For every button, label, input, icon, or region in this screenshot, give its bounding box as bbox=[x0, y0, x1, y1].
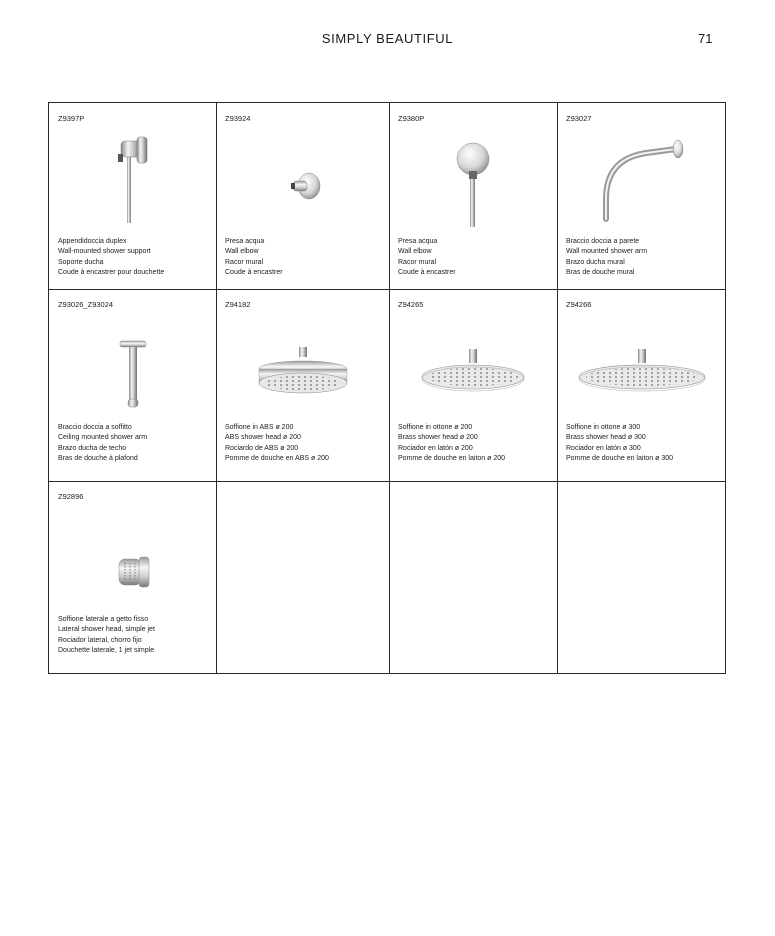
shower-head-brass-200-icon bbox=[389, 315, 557, 413]
page-title: SIMPLY BEAUTIFUL bbox=[321, 31, 454, 46]
product-card bbox=[557, 103, 726, 289]
product-card bbox=[557, 289, 726, 481]
page-number: 71 bbox=[698, 31, 713, 46]
product-code: Z93924 bbox=[225, 114, 251, 123]
product-code: Z94265 bbox=[398, 300, 424, 309]
product-card bbox=[216, 289, 389, 481]
product-card bbox=[389, 103, 557, 289]
product-code: Z93027 bbox=[566, 114, 592, 123]
empty-cell bbox=[389, 481, 557, 673]
product-card bbox=[49, 481, 216, 673]
product-code: Z92896 bbox=[58, 492, 84, 501]
shower-arm-icon bbox=[557, 129, 726, 227]
wall-elbow-icon bbox=[216, 129, 389, 227]
product-code: Z94266 bbox=[566, 300, 592, 309]
product-description: Presa acqua Wall elbow Racor mural Coude à encastrer bbox=[225, 238, 283, 276]
shower-head-brass-300-icon bbox=[557, 315, 726, 413]
product-card bbox=[389, 289, 557, 481]
lateral-shower-head-icon bbox=[49, 507, 216, 605]
shower-head-abs-icon bbox=[216, 315, 389, 413]
product-description: Braccio doccia a parete Wall mounted shower arm Brazo ducha mural Bras de douche mural bbox=[566, 238, 648, 276]
product-code: Z94182 bbox=[225, 300, 251, 309]
product-description: Appendidoccia duplex Wall-mounted shower support Soporte ducha Coude à encastrer pour douchette bbox=[58, 238, 165, 276]
product-card bbox=[49, 289, 216, 481]
product-code: Z93026_Z93024 bbox=[58, 300, 114, 309]
product-description: Soffione laterale a getto fisso Lateral shower head, simple jet Rociador lateral, chorro fijo Douchette laterale, 1 jet simple bbox=[58, 616, 155, 654]
wall-elbow-hose-icon bbox=[389, 129, 557, 227]
product-card bbox=[49, 103, 216, 289]
product-code: Z9380P bbox=[398, 114, 425, 123]
product-description: Soffione in ottone ø 200 Brass shower head ø 200 Rociador en latón ø 200 Pomme de douche en laiton ø 200 bbox=[398, 424, 506, 462]
empty-cell bbox=[216, 481, 389, 673]
empty-cell bbox=[557, 481, 726, 673]
product-description: Soffione in ottone ø 300 Brass shower head ø 300 Rociador en latón ø 300 Pomme de douche en laiton ø 300 bbox=[566, 424, 674, 462]
ceiling-arm-icon bbox=[49, 315, 216, 413]
product-card bbox=[216, 103, 389, 289]
product-grid bbox=[48, 102, 726, 674]
shower-support-icon bbox=[49, 129, 216, 227]
product-description: Soffione in ABS ø 200 ABS shower head ø 200 Rociardo de ABS ø 200 Pomme de douche en ABS ø 200 bbox=[225, 424, 329, 462]
product-description: Braccio doccia a soffitto Ceiling mounted shower arm Brazo ducha de techo Bras de douche à plafond bbox=[58, 424, 148, 462]
product-description: Presa acqua Wall elbow Racor mural Coude à encastrer bbox=[398, 238, 456, 276]
product-code: Z9397P bbox=[58, 114, 85, 123]
